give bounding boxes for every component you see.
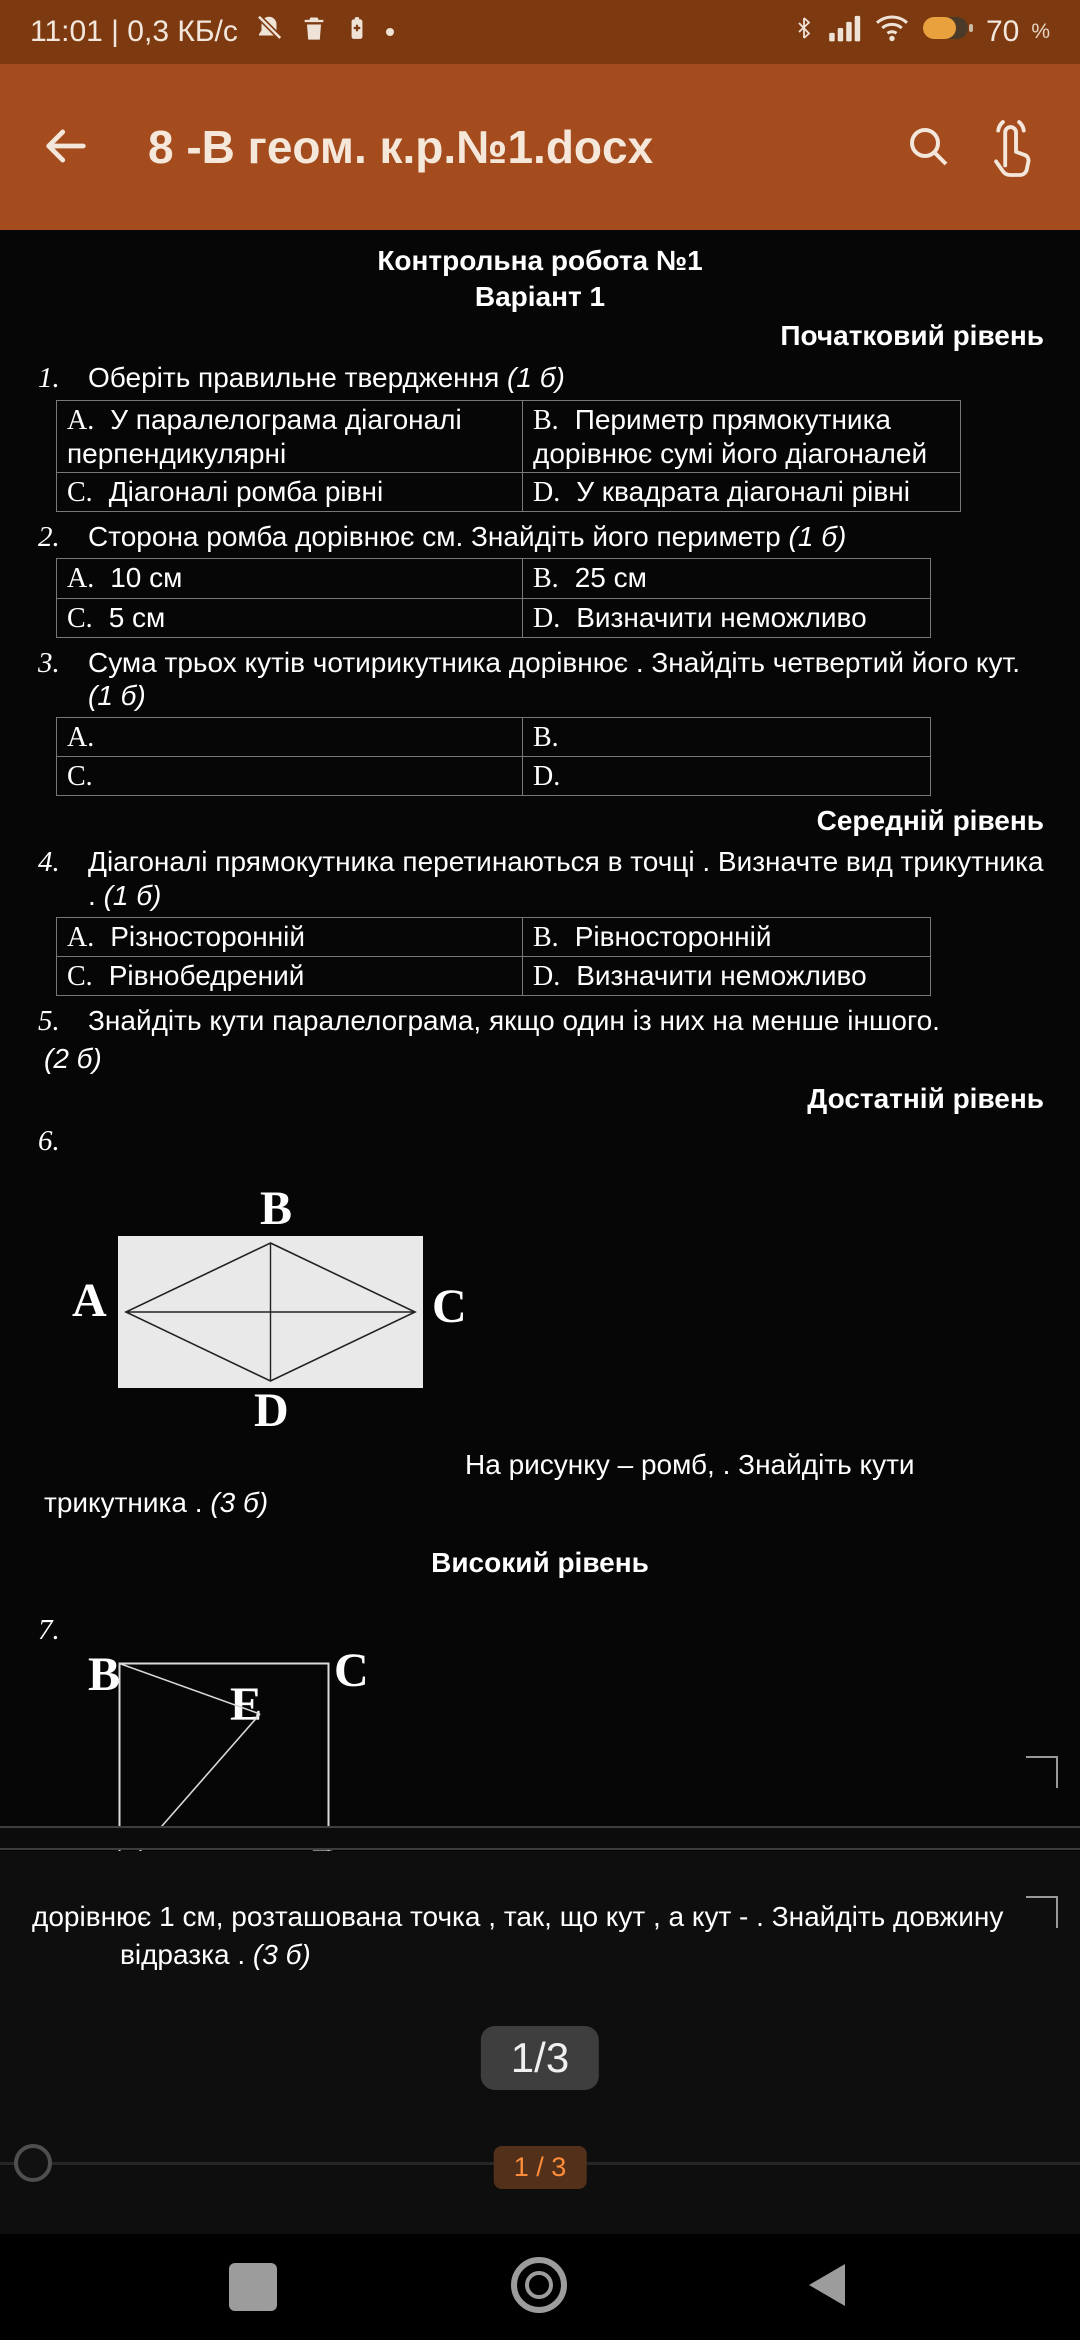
- doc-heading: Контрольна робота №1: [377, 245, 703, 276]
- table-row: [57, 956, 931, 995]
- rhombus-figure: [30, 1182, 1050, 1438]
- question-number: 6.: [38, 1124, 60, 1157]
- option-c: C.: [57, 756, 523, 795]
- percent-sign: %: [1031, 20, 1050, 43]
- figure-label-d: D: [254, 1384, 289, 1438]
- question-5-points: (2 б): [44, 1043, 102, 1075]
- option-a: A. У паралелограма діагоналі перпендикулярні: [57, 400, 523, 472]
- battery-saver-icon: [344, 14, 370, 50]
- question-text: Сума трьох кутів чотирикутника дорівнює . Знайдіть четвертий його кут. (1 б): [88, 646, 1020, 712]
- level-middle: Середній рівень: [816, 804, 1044, 836]
- figure-label-a: A: [72, 1274, 107, 1328]
- q4-options-table: [56, 917, 931, 996]
- question-text: Оберіть правильне твердження (1 б): [88, 361, 565, 393]
- bluetooth-icon: [792, 12, 816, 52]
- page-slider-thumb[interactable]: [14, 2144, 52, 2182]
- option-b: B. Периметр прямокутника дорівнює сумі його діагоналей: [523, 400, 961, 472]
- page-indicator: 1/3: [481, 2026, 599, 2090]
- question-3: [30, 646, 1050, 713]
- recents-square-icon: [229, 2263, 277, 2311]
- home-circle-icon: [506, 2305, 572, 2322]
- question-1: [30, 361, 1050, 396]
- question-number: 3.: [38, 646, 60, 679]
- battery-percent: 70: [985, 15, 1020, 48]
- option-c: C. 5 см: [57, 598, 523, 637]
- page-corner-mark: [1026, 1756, 1058, 1788]
- table-row: [57, 472, 961, 511]
- table-row: [57, 717, 931, 756]
- q3-options-table: [56, 717, 931, 796]
- figure-label-b: B: [88, 1647, 121, 1701]
- figure-label-e: E: [230, 1677, 263, 1731]
- question-number: 4.: [38, 846, 60, 879]
- q6-caption-line2: трикутника . (3 б): [44, 1487, 269, 1518]
- rhombus-drawing: [118, 1236, 423, 1388]
- document-page: [0, 230, 1080, 1916]
- gesture-mode-button[interactable]: [982, 115, 1040, 180]
- back-button[interactable]: [40, 120, 92, 175]
- option-b: B. Рівносторонній: [523, 917, 931, 956]
- option-b: B. 25 см: [523, 559, 931, 598]
- option-a: A. Різносторонній: [57, 917, 523, 956]
- figure-label-c: C: [334, 1643, 369, 1697]
- page-slider-label: 1 / 3: [494, 2146, 587, 2189]
- table-row: [57, 756, 931, 795]
- level-high: Високий рівень: [431, 1546, 649, 1578]
- page-break-divider: [0, 1826, 1080, 1850]
- touch-gesture-icon: [982, 115, 1040, 180]
- question-number: 2.: [38, 520, 60, 553]
- doc-variant: Варіант 1: [474, 280, 606, 312]
- q1-options-table: [56, 400, 961, 512]
- continuation-line1: дорівнює 1 см, розташована точка , так, що кут , а кут - . Знайдіть довжину: [32, 1901, 1004, 1932]
- continuation-line2: відразка . (3 б): [120, 1938, 311, 1970]
- question-7: [30, 1613, 1050, 1648]
- back-nav-button[interactable]: [801, 2258, 851, 2317]
- document-title: 8 -В геом. к.р.№1.docx: [148, 121, 654, 173]
- q6-caption-line1: На рисунку – ромб, . Знайдіть кути: [465, 1449, 915, 1481]
- question-number: 5.: [38, 1004, 60, 1037]
- level-sufficient: Достатній рівень: [807, 1083, 1044, 1115]
- signal-icon: [828, 13, 862, 51]
- option-b: B.: [523, 717, 931, 756]
- notifications-muted-icon: [254, 13, 284, 51]
- question-6: [30, 1124, 1050, 1159]
- battery-icon: [922, 14, 974, 50]
- android-nav-bar: [0, 2234, 1080, 2340]
- status-bar: [0, 0, 1080, 64]
- table-row: [57, 559, 931, 598]
- table-row: [57, 917, 931, 956]
- home-button[interactable]: [506, 2252, 572, 2323]
- status-time-speed: 11:01 | 0,3 КБ/с: [30, 15, 238, 48]
- option-d: D. У квадрата діагоналі рівні: [523, 472, 961, 511]
- table-row: [57, 598, 931, 637]
- option-c: C. Діагоналі ромба рівні: [57, 472, 523, 511]
- option-c: C. Рівнобедрений: [57, 956, 523, 995]
- question-text: Знайдіть кути паралелограма, якщо один із них на менше іншого.: [88, 1004, 940, 1036]
- question-text: Діагоналі прямокутника перетинаються в точці . Визначте вид трикутника . (1 б): [88, 846, 1044, 911]
- question-2: [30, 520, 1050, 555]
- figure-label-c: C: [432, 1280, 467, 1334]
- search-icon: [904, 122, 952, 173]
- option-d: D. Визначити неможливо: [523, 598, 931, 637]
- back-arrow-icon: [40, 120, 92, 175]
- figure-label-b: B: [260, 1182, 293, 1236]
- level-initial: Початковий рівень: [780, 320, 1044, 352]
- back-triangle-icon: [801, 2299, 851, 2316]
- table-row: [57, 400, 961, 472]
- question-text: Сторона ромба дорівнює см. Знайдіть його периметр (1 б): [88, 520, 847, 552]
- dot-icon: [386, 28, 394, 36]
- question-number: 7.: [38, 1614, 60, 1647]
- recents-button[interactable]: [229, 2263, 277, 2311]
- option-a: A.: [57, 717, 523, 756]
- option-d: D. Визначити неможливо: [523, 956, 931, 995]
- search-button[interactable]: [904, 122, 952, 173]
- app-bar: [0, 64, 1080, 230]
- wifi-icon: [874, 13, 910, 51]
- question-5: [30, 1004, 1050, 1039]
- q2-options-table: [56, 558, 931, 637]
- option-d: D.: [523, 756, 931, 795]
- option-a: A. 10 см: [57, 559, 523, 598]
- q7-continuation: [32, 1898, 1048, 1974]
- trash-icon: [300, 14, 328, 50]
- question-number: 1.: [38, 361, 60, 394]
- question-4: [30, 845, 1050, 912]
